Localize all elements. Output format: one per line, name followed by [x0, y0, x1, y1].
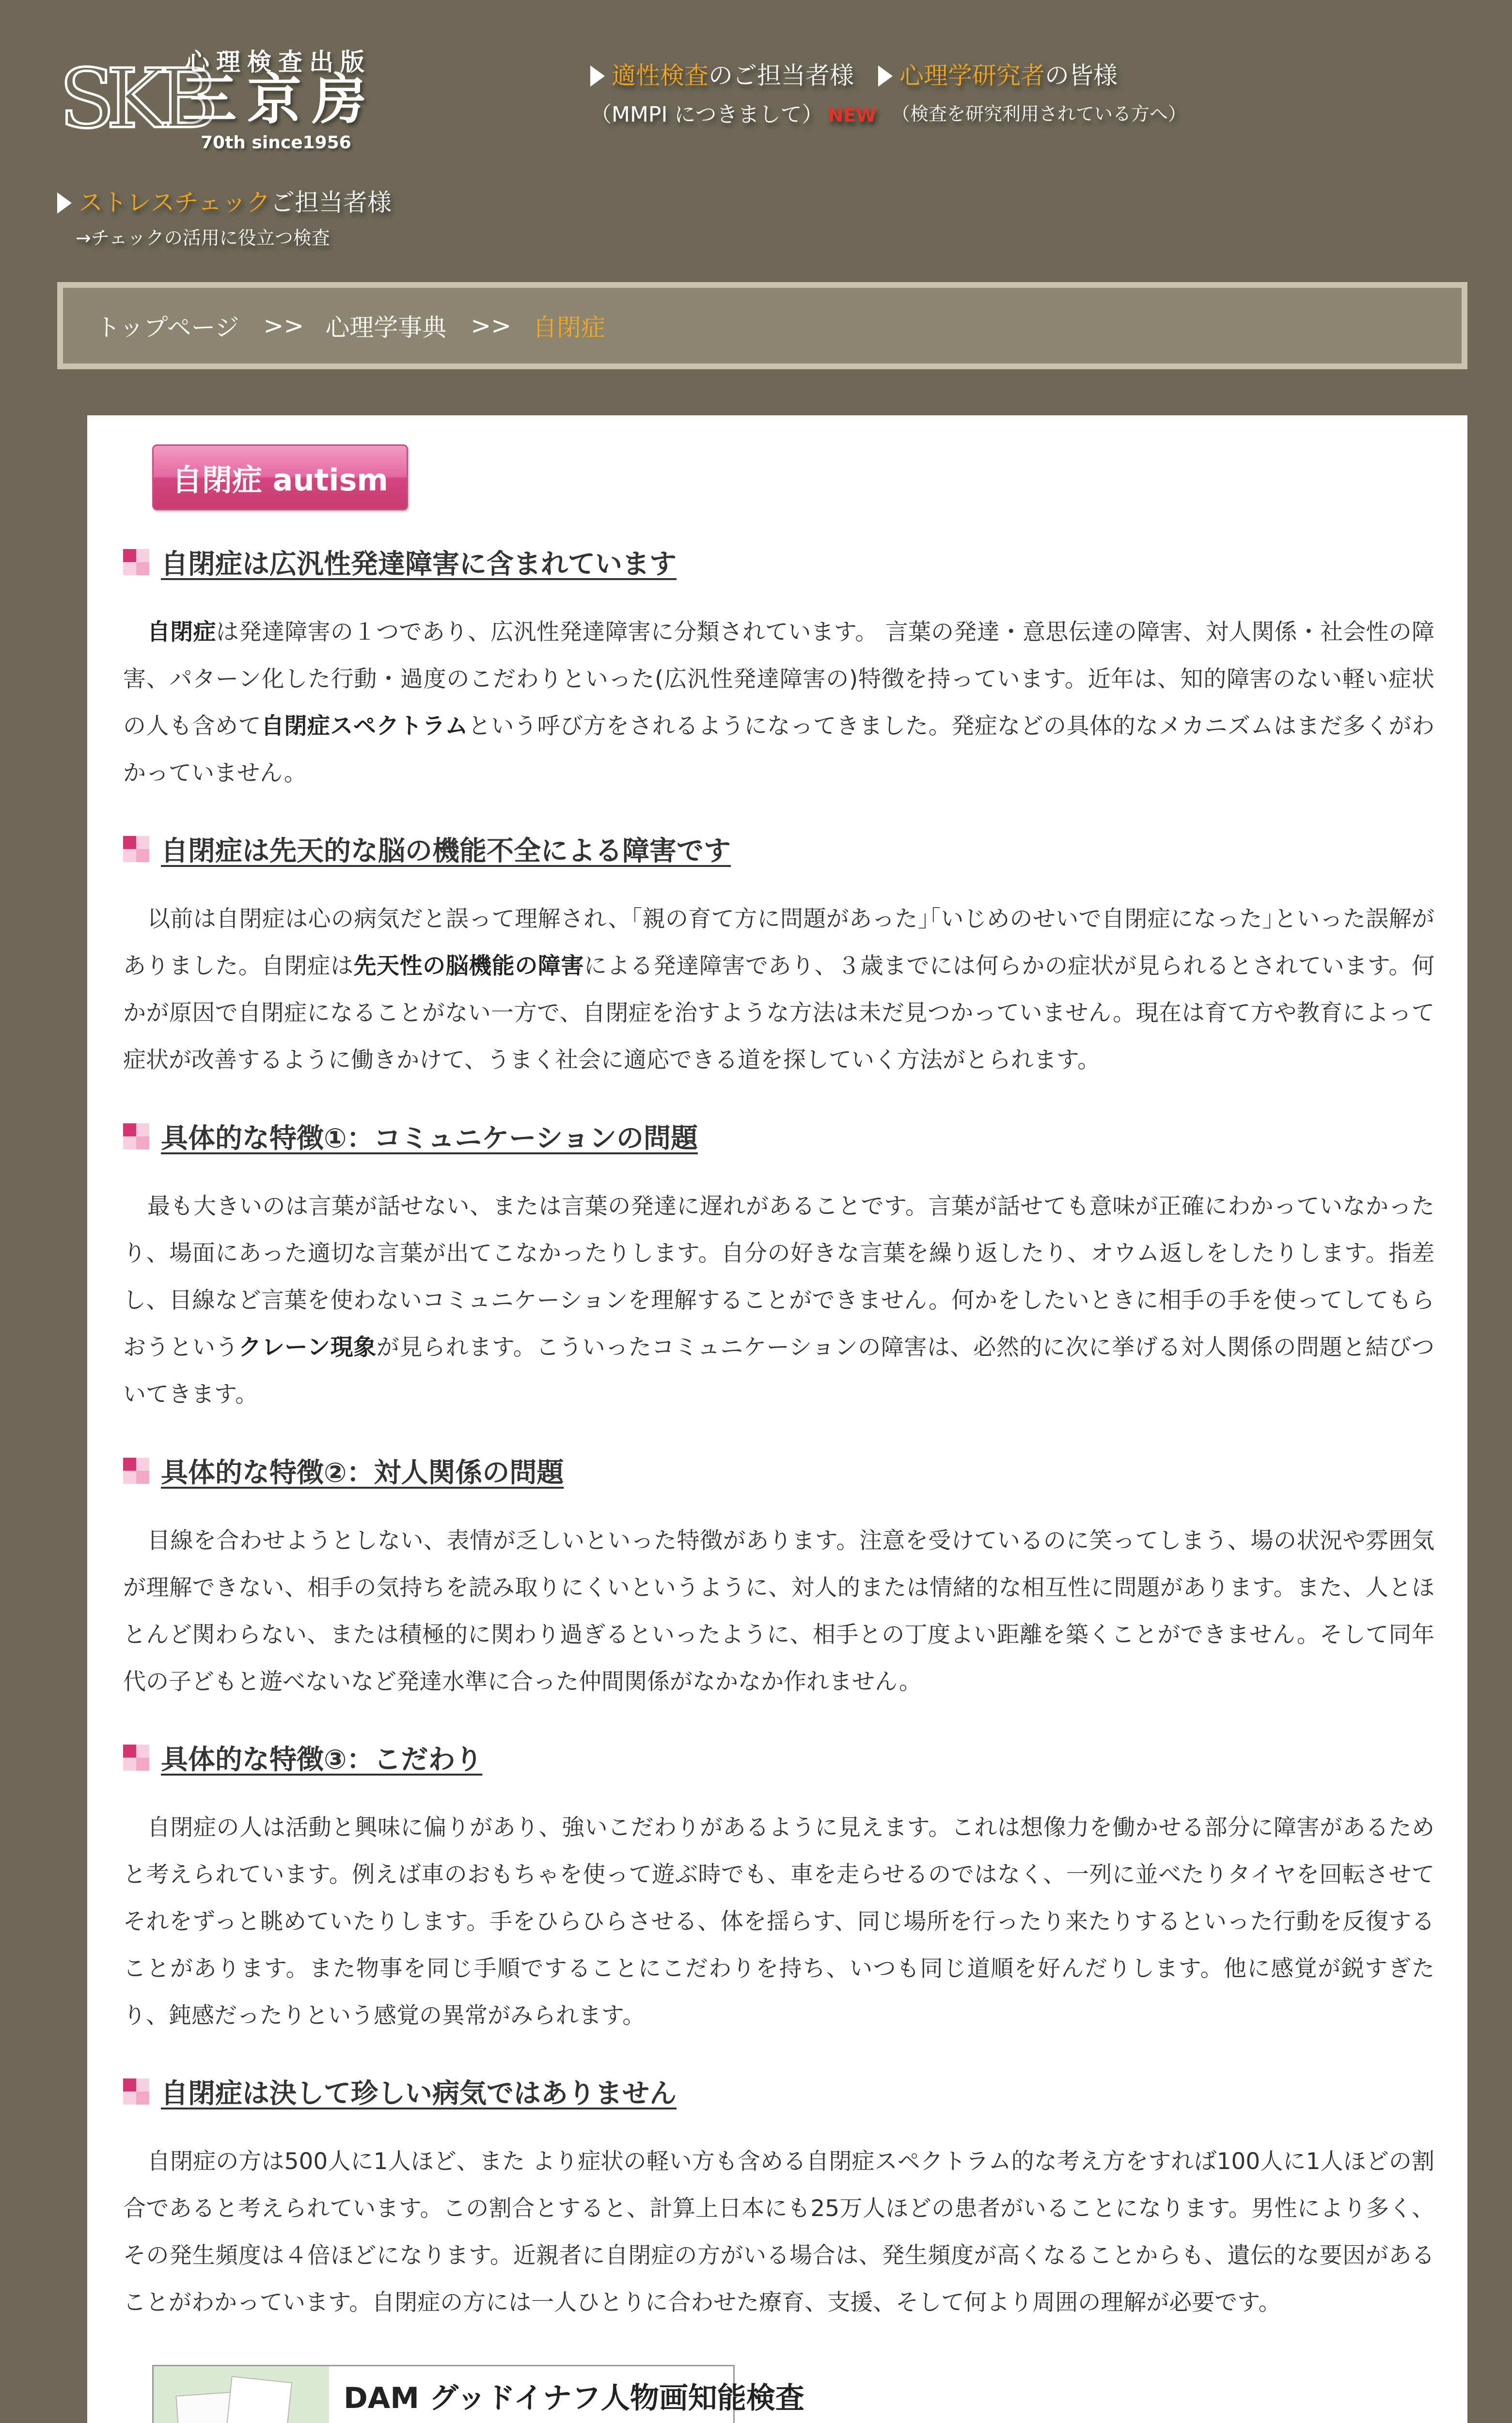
pink-square-bullet-icon [123, 836, 149, 862]
section-heading: 自閉症は広汎性発達障害に含まれています [161, 549, 677, 580]
nav-link-research[interactable]: 心理学研究者の皆様 [878, 56, 1118, 91]
section-paragraph: 以前は自閉症は心の病気だと誤って理解され、｢親の育て方に問題があった｣｢いじめのせいで自閉症になった｣といった誤解がありました。自閉症は先天性の脳機能の障害による発達障害であり、３歳までには何らかの症状が見られるとされています。何かが原因で自閉症になることがない一方で、自閉症を治すような方法は未だ見つかっていません。現在は育て方や教育によって症状が改善するように働きかけて、うまく社会に適応できる道を探していく方法がとられます。 [123, 906, 1435, 1073]
pink-square-bullet-icon [123, 2078, 149, 2105]
breadcrumb-separator: >> [471, 312, 512, 340]
new-badge: NEW [828, 105, 877, 126]
nav-link-aptitude[interactable]: 適性検査のご担当者様 [590, 56, 854, 91]
pink-square-bullet-icon [123, 1458, 149, 1484]
pink-square-bullet-icon [123, 549, 149, 575]
logo-company-name: 三京房 [182, 68, 377, 131]
product-thumbnail [154, 2366, 329, 2423]
breadcrumb-separator: >> [263, 312, 304, 340]
test-sheet-image [221, 2376, 292, 2423]
triangle-right-icon [57, 192, 72, 214]
section-paragraph: 最も大きいのは言葉が話せない、または言葉の発達に遅れがあることです。言葉が話せても意味が正確にわかっていなかったり、場面にあった適切な言葉が出てこなかったりします。自分の好きな言葉を繰り返したり、オウム返しをしたりします。指差し、目線など言葉を使わないコミュニケーションを理解することができません。何かをしたいときに相手の手を使ってしてもらおうというクレーン現象が見られます。こういったコミュニケーションの障害は、必然的に次に挙げる対人関係の問題と結びついてきます。 [123, 1193, 1435, 1408]
section-heading: 自閉症は先天的な脳の機能不全による障害です [161, 835, 731, 867]
nav-link-stress-check[interactable]: ストレスチェックご担当者様 [57, 183, 392, 218]
nav-sub-research[interactable]: （検査を研究利用されている方へ） [892, 103, 1187, 125]
nav-sub-stress-check[interactable]: →チェックの活用に役立つ検査 [76, 227, 330, 249]
section-obsession [123, 1738, 1434, 2039]
breadcrumb [57, 282, 1467, 369]
section-heading: 自閉症は決して珍しい病気ではありません [161, 2078, 677, 2109]
nav-sub-mmpi[interactable]: （MMPI につきまして） NEW [590, 102, 877, 127]
logo-tagline: 心理検査出版 [185, 48, 371, 76]
skb-logo-mark [57, 46, 210, 146]
section-paragraph: 自閉症の方は500人に1人ほど、また より症状の軽い方も含める自閉症スペクトラム的な考え方をすれば100人に1人ほどの割合であると考えられています。この割合とすると、計算上日本にも25万人ほどの患者がいることになります。男性により多く、その発生頻度は４倍ほどになります。近親者に自閉症の方がいる場合は、発生頻度が高くなることからも、遺伝的な要因があることがわかっています。自閉症の方には一人ひとりに合わせた療育、支援、そして何より周囲の理解が必要です。 [123, 2148, 1434, 2316]
breadcrumb-dictionary[interactable]: 心理学事典 [325, 314, 447, 342]
section-heading: 具体的な特徴③：こだわり [161, 1744, 483, 1776]
pink-square-bullet-icon [123, 1123, 149, 1149]
svg-text:SKB: SKB [59, 51, 210, 146]
banner-title: DAM グッドイナフ人物画知能検査 [344, 2381, 804, 2415]
section-heading: 具体的な特徴②：対人関係の問題 [161, 1457, 564, 1489]
section-paragraph: 目線を合わせようとしない、表情が乏しいといった特徴があります。注意を受けているのに笑ってしまう、場の状況や雰囲気が理解できない、相手の気持ちを読み取りにくいというように、対人的または情緒的な相互性に問題があります。また、人とほとんど関わらない、または積極的に関わり過ぎるといったように、相手との丁度よい距離を築くことができません。そして同年代の子どもと遊べないなど発達水準に合った仲間関係がなかなか作れません。 [123, 1527, 1434, 1695]
dam-product-banner[interactable] [152, 2365, 804, 2423]
breadcrumb-current: 自閉症 [533, 314, 606, 342]
triangle-right-icon [590, 65, 605, 87]
section-prevalence [123, 2072, 1434, 2326]
section-communication [123, 1117, 1434, 1418]
site-logo[interactable] [57, 43, 377, 154]
article-card [87, 415, 1467, 2423]
article-title-badge: 自閉症 autism [152, 444, 408, 510]
section-heading: 具体的な特徴①：コミュニケーションの問題 [161, 1123, 698, 1154]
section-interpersonal [123, 1451, 1434, 1705]
triangle-right-icon [878, 65, 893, 87]
section-paragraph: 自閉症は発達障害の１つであり、広汎性発達障害に分類されています。 言葉の発達・意思伝達の障害、対人関係・社会性の障害、パターン化した行動・過度のこだわりといった(広汎性発達障害の)特徴を持っています。近年は、知的障害のない軽い症状の人も含めて自閉症スペクトラムという呼び方をされるようになってきました。発症などの具体的なメカニズムはまだ多くがわかっていません。 [123, 619, 1435, 787]
section-pdd [123, 543, 1434, 797]
logo-established: 70th since1956 [201, 133, 351, 153]
section-paragraph: 自閉症の人は活動と興味に偏りがあり、強いこだわりがあるように見えます。これは想像力を働かせる部分に障害があるためと考えられています。例えば車のおもちゃを使って遊ぶ時でも、車を走らせるのではなく、一列に並べたりタイヤを回転させてそれをずっと眺めていたりします。手をひらひらさせる、体を揺らす、同じ場所を行ったり来たりするといった行動を反復することがあります。また物事を同じ手順ですることにこだわりを持ち、いつも同じ道順を好んだりします。他に感覚が鋭すぎたり、鈍感だったりという感覚の異常がみられます。 [123, 1814, 1434, 2029]
pink-square-bullet-icon [123, 1745, 149, 1771]
section-congenital [123, 830, 1434, 1084]
breadcrumb-home[interactable]: トップページ [96, 314, 239, 342]
